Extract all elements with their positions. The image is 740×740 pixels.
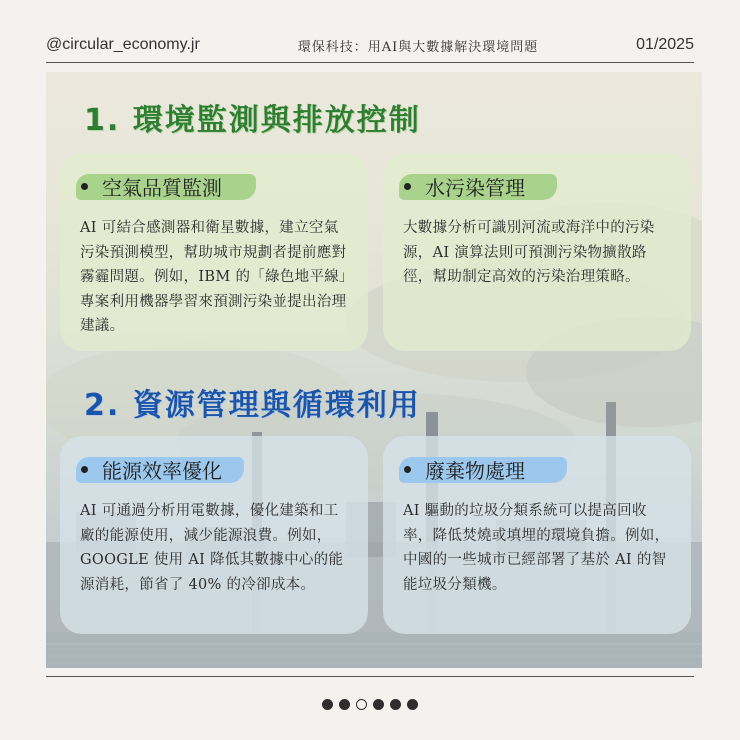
- account-handle: @circular_economy.jr: [46, 36, 200, 53]
- card-water-pollution: [383, 153, 691, 351]
- header: [46, 34, 694, 56]
- pagination-dot[interactable]: [390, 699, 401, 710]
- post-date: 01/2025: [636, 36, 694, 53]
- topic-title: 環保科技：用AI與大數據解決環境問題: [297, 39, 539, 55]
- card-title: 水污染管理: [425, 175, 525, 200]
- top-divider: [46, 62, 694, 63]
- bullet-icon: [404, 183, 411, 190]
- pagination-dot-active[interactable]: [356, 699, 367, 710]
- card-title: 廢棄物處理: [425, 458, 525, 483]
- card-title: 能源效率優化: [102, 458, 222, 483]
- card-heading: [397, 171, 525, 201]
- card-energy-efficiency: [60, 436, 368, 634]
- card-body: 大數據分析可識別河流或海洋中的污染源，AI 演算法則可預測污染物擴散路徑，幫助制定高效的污染治理策略。: [403, 220, 655, 285]
- card-title: 空氣品質監測: [102, 175, 222, 200]
- card-air-quality: [60, 153, 368, 351]
- section-title-resource-management: 2. 資源管理與循環利用: [84, 388, 421, 423]
- bullet-icon: [81, 183, 88, 190]
- card-body: AI 可結合感測器和衛星數據，建立空氣污染預測模型，幫助城市規劃者提前應對霧霾問題。例如，IBM 的「綠色地平線」專案利用機器學習來預測污染並提出治理建議。: [80, 220, 347, 334]
- carousel-pagination: [0, 699, 740, 710]
- card-heading: [74, 171, 222, 201]
- pagination-dot[interactable]: [373, 699, 384, 710]
- bottom-divider: [46, 676, 694, 677]
- card-waste-treatment: [383, 436, 691, 634]
- card-body: AI 可通過分析用電數據，優化建築和工廠的能源使用，減少能源浪費。例如，GOOGLE 使用 AI 降低其數據中心的能源消耗，節省了 40% 的冷卻成本。: [80, 503, 344, 593]
- card-heading: [74, 454, 222, 484]
- pagination-dot[interactable]: [339, 699, 350, 710]
- bullet-icon: [81, 466, 88, 473]
- pagination-dot[interactable]: [407, 699, 418, 710]
- section-title-environment-monitoring: 1. 環境監測與排放控制: [84, 103, 421, 138]
- pagination-dot[interactable]: [322, 699, 333, 710]
- bullet-icon: [404, 466, 411, 473]
- card-body: AI 驅動的垃圾分類系統可以提高回收率，降低焚燒或填埋的環境負擔。例如，中國的一些城市已經部署了基於 AI 的智能垃圾分類機。: [403, 503, 670, 593]
- card-heading: [397, 454, 525, 484]
